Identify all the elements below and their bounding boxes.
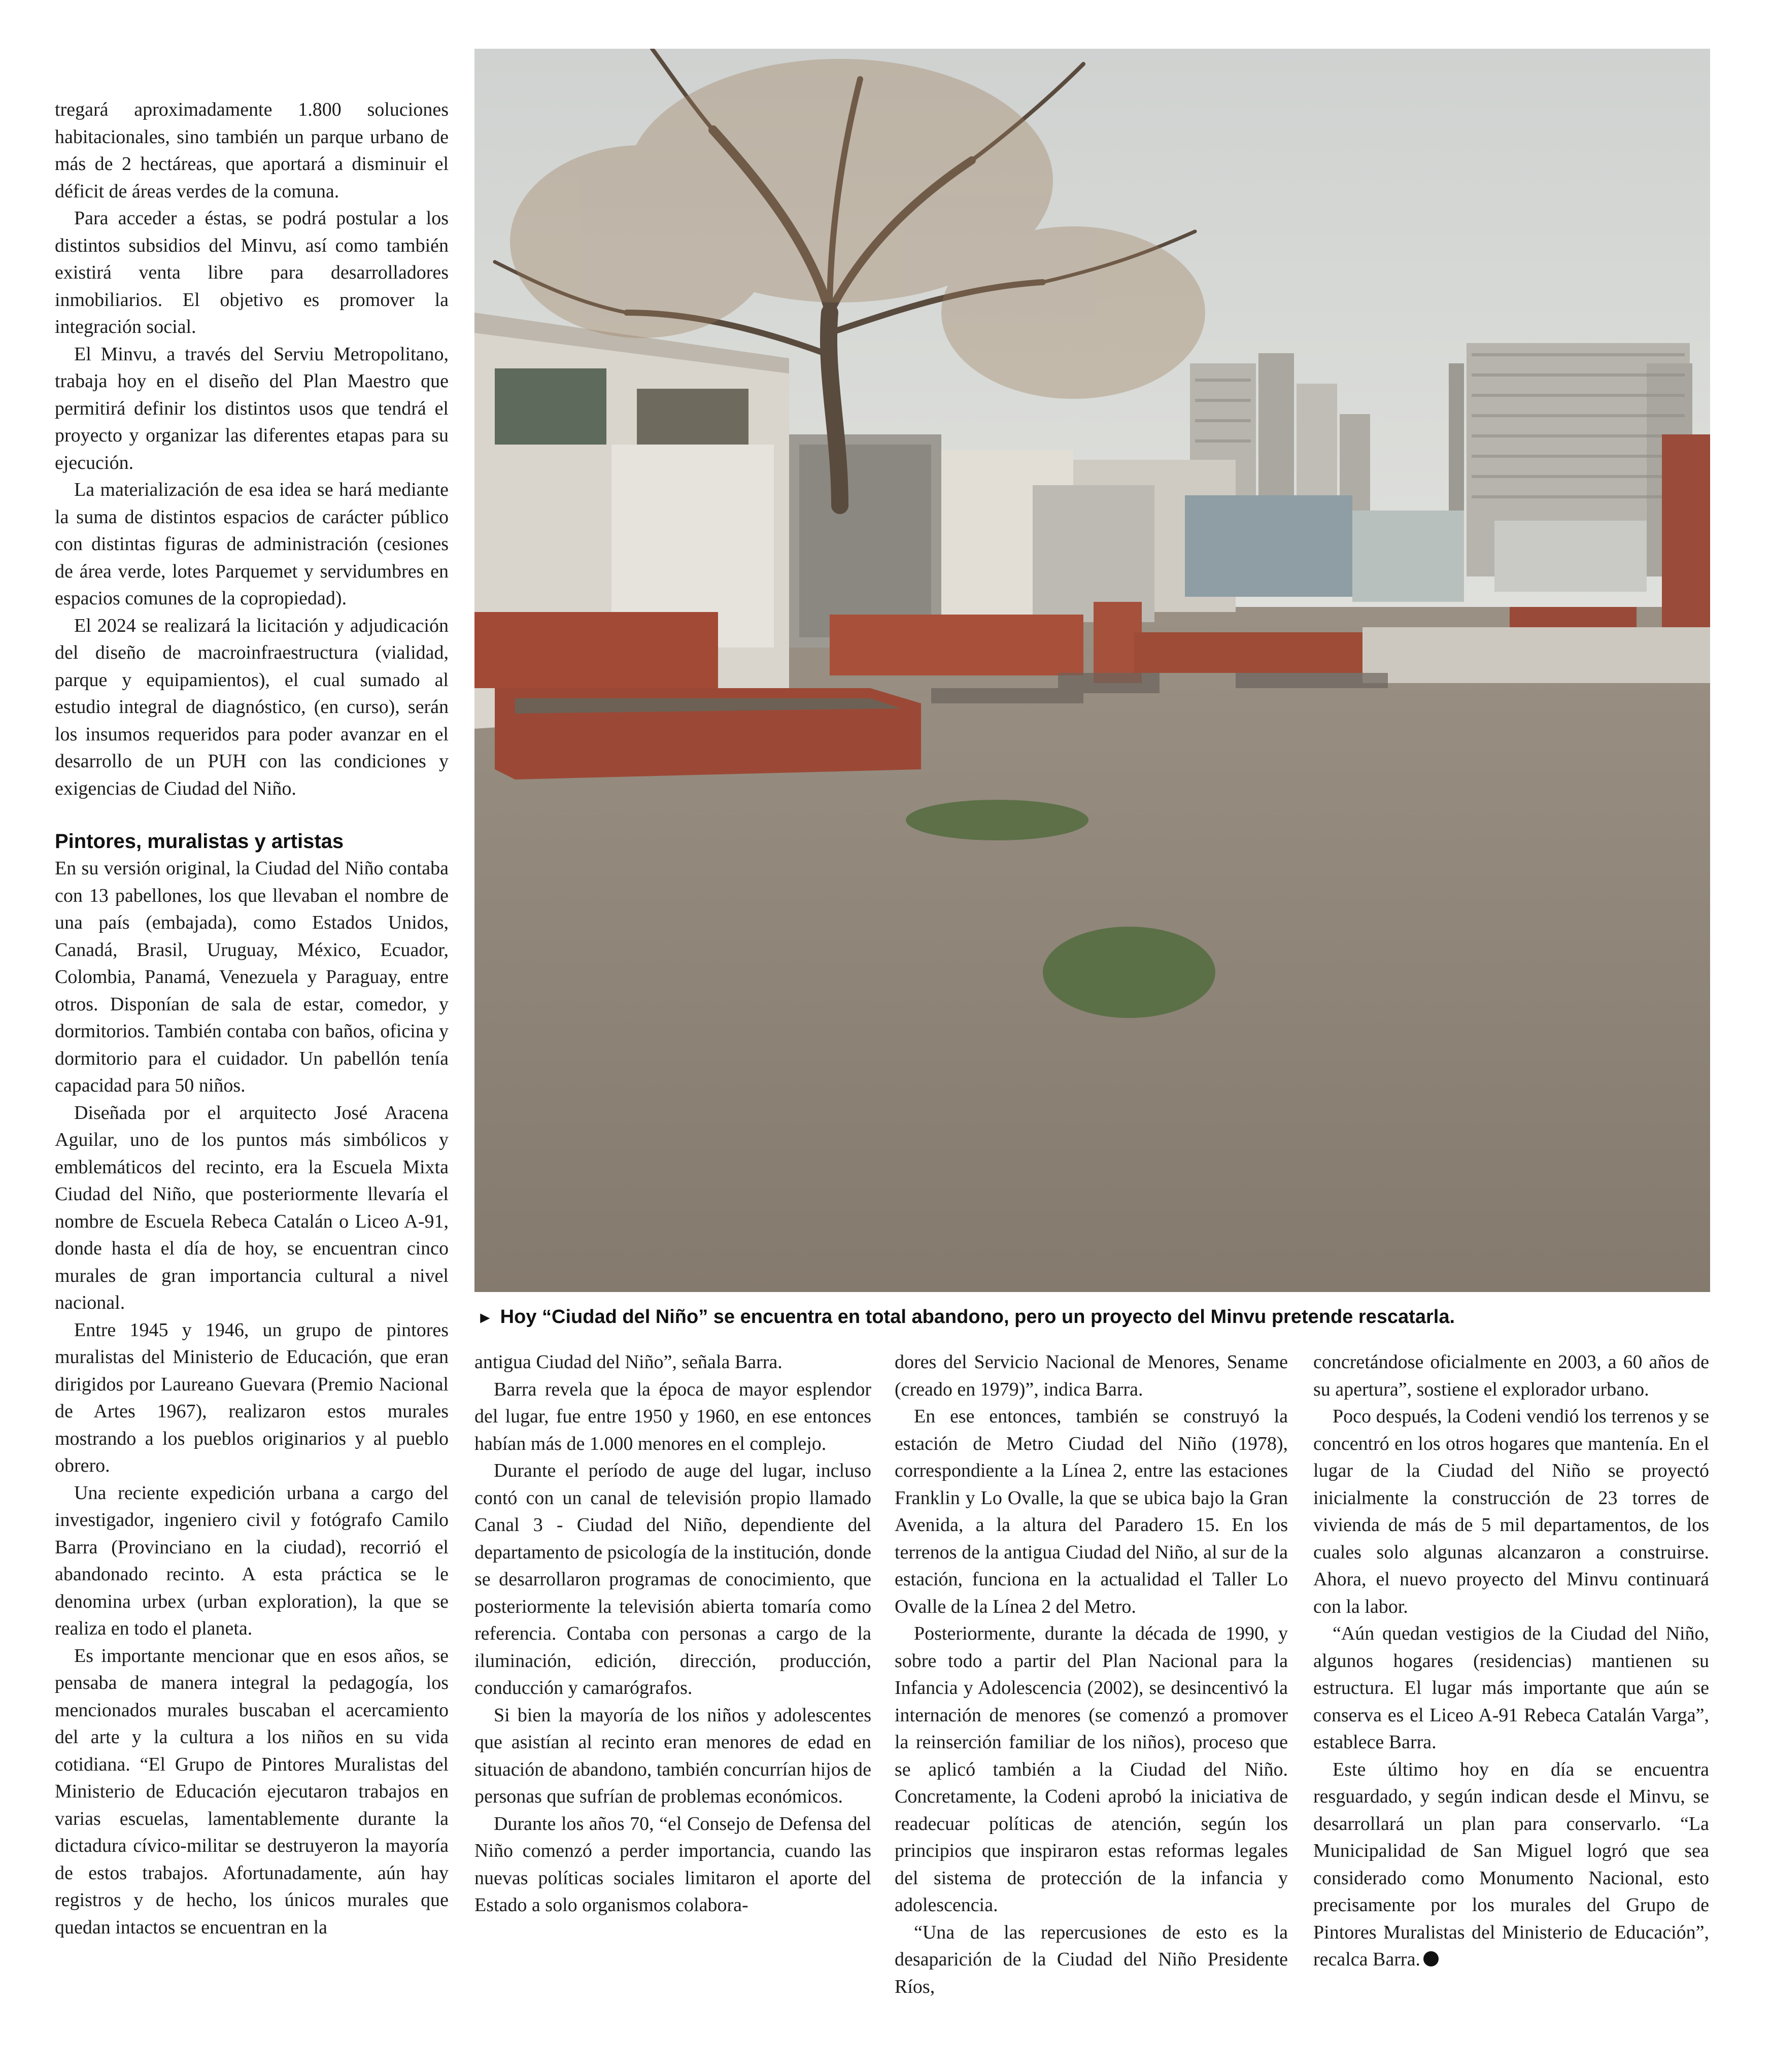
paragraph: El 2024 se realizará la licitación y adjudicación del diseño de macroinfraestructura (vialidad, parque y equipamientos), el cual sumado al estudio integral de diagnóstico, (en curso), serán los insumos requeridos para poder avanzar en el desarrollo de un PUH con las condiciones y exigencias de Ciudad del Niño. [55,615,449,799]
paragraph: El Minvu, a través del Serviu Metropolitano, trabaja hoy en el diseño del Plan Maestro que permitirá definir los distintos usos que tendrá el proyecto y organizar las diferentes etapas para su ejecución. [55,343,449,473]
paragraph: “Aún quedan vestigios de la Ciudad del Niño, algunos hogares (residencias) mantienen su estructura. El lugar más importante que aún se conserva es el Liceo A-91 Rebeca Catalán Varga”, establece Barra. [1313,1623,1709,1753]
paragraph: Barra revela que la época de mayor esplendor del lugar, fue entre 1950 y 1960, en ese entonces habían más de 1.000 menores en el complejo. [474,1378,871,1454]
paragraph [1313,1756,1709,1974]
paragraph: En su versión original, la Ciudad del Niño contaba con 13 pabellones, los que llevaban el nombre de una país (embajada), como Estados Unidos, Canadá, Brasil, Uruguay, México, Ecuador, Colombia, Panamá, Venezuela y Paraguay, entre otros. Disponían de sala de estar, comedor, y dormitorios. También contaba con baños, oficina y dormitorio para el cuidador. Un pabellón tenía capacidad para 50 niños. [55,858,449,1096]
paragraph: dores del Servicio Nacional de Menores, Sename (creado en 1979)”, indica Barra. [895,1351,1288,1400]
photo-caption [477,1303,1710,1331]
caption-arrow-icon: ► [477,1308,493,1327]
section-subheading: Pintores, muralistas y artistas [55,830,344,853]
paragraph-text: Este último hoy en día se encuentra resguardado, y según indican desde el Minvu, se desarrollará un plan para conservarlo. “La Municipalidad de San Miguel logró que sea considerado como Monumento Nacional, esto precisamente por los murales del Grupo de Pintores Muralistas del Ministerio de Educación”, recalca Barra. [1313,1758,1709,1970]
article-photo [474,49,1710,1292]
end-of-article-icon [1423,1951,1439,1966]
paragraph: Entre 1945 y 1946, un grupo de pintores muralistas del Ministerio de Educación, que eran dirigidos por Laureano Guevara (Premio Nacional de Artes 1967), realizaron estos murales mostrando a los pueblos originarios y al pueblo obrero. [55,1319,449,1476]
paragraph: Posteriormente, durante la década de 1990, y sobre todo a partir del Plan Nacional para la Infancia y Adolescencia (2002), se desincentivó la internación de menores (se comenzó a promover la reinserción familiar de los niños), proceso que se aplicó también a la Ciudad del Niño. Concretamente, la Codeni aprobó la iniciativa de readecuar políticas de atención, según los principios que inspiraron estas reformas legales del sistema de protección de la infancia y adolescencia. [895,1623,1288,1916]
article-column-2 [474,1349,871,1919]
caption-text: Hoy “Ciudad del Niño” se encuentra en total abandono, pero un proyecto del Minvu pretende rescatarla. [500,1306,1455,1328]
paragraph: concretándose oficialmente en 2003, a 60 años de su apertura”, sostiene el explorador urbano. [1313,1351,1709,1400]
paragraph: Para acceder a éstas, se podrá postular a los distintos subsidios del Minvu, así como también existirá venta libre para desarrolladores inmobiliarios. El objetivo es promover la integración social. [55,208,449,337]
paragraph: Diseñada por el arquitecto José Aracena Aguilar, uno de los puntos más simbólicos y emblemáticos del recinto, era la Escuela Mixta Ciudad del Niño, que posteriormente llevaría el nombre de Escuela Rebeca Catalán o Liceo A-91, donde hasta el día de hoy, se encuentran cinco murales de gran importancia cultural a nivel nacional. [55,1102,449,1313]
paragraph: La materialización de esa idea se hará mediante la suma de distintos espacios de carácter público con distintas figuras de administración (cesiones de área verde, lotes Parquemet y servidumbres en espacios comunes de la copropiedad). [55,479,449,609]
article-column-4 [1313,1349,1709,1974]
paragraph: Poco después, la Codeni vendió los terrenos y se concentró en los otros hogares que mantenía. En el lugar de la Ciudad del Niño se proyectó inicialmente la construcción de 23 torres de vivienda de más de 5 mil departamentos, de los cuales solo algunas alcanzaron a construirse. Ahora, el nuevo proyecto del Minvu continuará con la labor. [1313,1406,1709,1617]
article-column-1 [55,96,449,1941]
abandoned-site-photo [474,49,1710,1292]
paragraph: antigua Ciudad del Niño”, señala Barra. [474,1351,782,1373]
paragraph: En ese entonces, también se construyó la estación de Metro Ciudad del Niño (1978), correspondiente a la Línea 2, entre las estaciones Franklin y Lo Ovalle, la que se ubica bajo la Gran Avenida, a la altura del Paradero 15. En los terrenos de la antigua Ciudad del Niño, al sur de la estación, funciona en la actualidad el Taller Lo Ovalle de la Línea 2 del Metro. [895,1406,1288,1617]
paragraph: Es importante mencionar que en esos años, se pensaba de manera integral la pedagogía, los mencionados murales buscaban el acercamiento del arte y la cultura a los niños en su vida cotidiana. “El Grupo de Pintores Muralistas del Ministerio de Educación ejecutaron trabajos en varias escuelas, lamentablemente durante la dictadura cívico-militar se destruyeron la mayoría de estos trabajos. Afortunadamente, aún hay registros y de hecho, los únicos murales que quedan intactos se encuentran en la [55,1645,449,1938]
paragraph: Durante el período de auge del lugar, incluso contó con un canal de televisión propio llamado Canal 3 - Ciudad del Niño, dependiente del departamento de psicología de la institución, donde se desarrollaron programas de conocimiento, que posteriormente la televisión abierta tomaría como referencia. Contaba con personas a cargo de la iluminación, edición, dirección, producción, conducción y camarógrafos. [474,1460,871,1699]
article-column-3 [895,1349,1288,2000]
paragraph: Una reciente expedición urbana a cargo del investigador, ingeniero civil y fotógrafo Camilo Barra (Provinciano en la ciudad), recorrió el abandonado recinto. A esta práctica se le denomina urbex (urban exploration), la que se realiza en todo el planeta. [55,1482,449,1639]
paragraph: “Una de las repercusiones de esto es la desaparición de la Ciudad del Niño Presidente Ríos, [895,1921,1288,1997]
paragraph: Durante los años 70, “el Consejo de Defensa del Niño comenzó a perder importancia, cuando las nuevas políticas sociales limitaron el aporte del Estado a solo organismos colabora- [474,1813,871,1916]
paragraph: Si bien la mayoría de los niños y adolescentes que asistían al recinto eran menores de edad en situación de abandono, también concurrían hijos de personas que sufrían de problemas económicos. [474,1704,871,1807]
paragraph: tregará aproximadamente 1.800 soluciones habitacionales, sino también un parque urbano de más de 2 hectáreas, que aportará a disminuir el déficit de áreas verdes de la comuna. [55,99,449,202]
